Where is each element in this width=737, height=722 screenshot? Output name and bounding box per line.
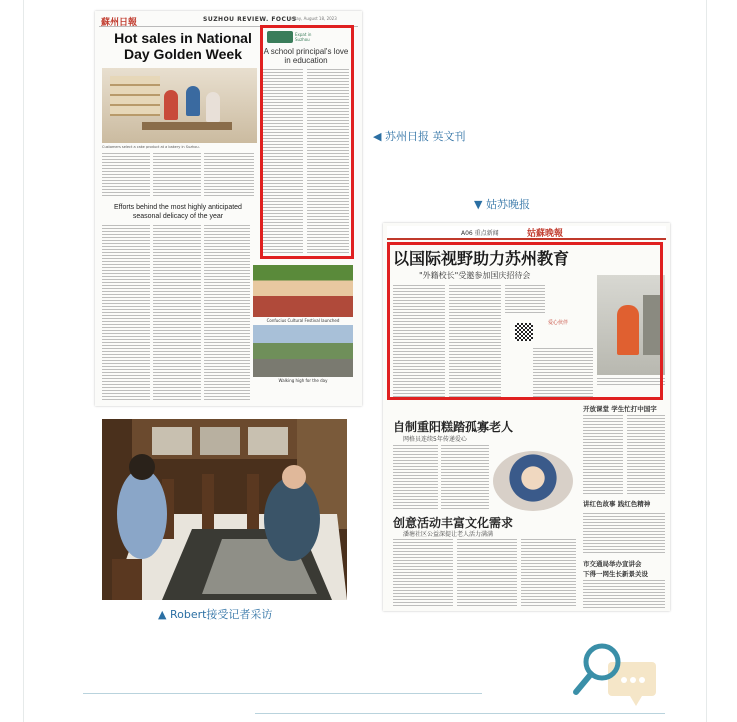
highlight-box xyxy=(260,25,354,259)
walking-caption: Walking high for the day xyxy=(278,378,328,383)
right-headline-1: 开放课堂 学生忙打中国字 xyxy=(583,405,657,413)
search-chat-decoration-icon xyxy=(570,640,660,710)
inset-title: A school principal's love in education xyxy=(263,47,349,65)
page-number: A06 重点新闻 xyxy=(461,230,499,237)
interview-illustration xyxy=(102,419,347,600)
highlight-box xyxy=(387,242,663,400)
left-margin-rule xyxy=(23,0,24,722)
subheadline-2: 网格员连续5年传递爱心 xyxy=(403,436,467,443)
bakery-photo xyxy=(102,68,257,143)
subheadline: "外籍校长"受邀参加国庆招待会 xyxy=(419,271,531,280)
label-robert: ▲ Robert接受记者采访 xyxy=(158,608,273,621)
right-headline-4: 下得一网生长新景关设 xyxy=(583,570,648,578)
expat-logo: Expat in Suzhou xyxy=(267,31,293,43)
gusu-evening-page xyxy=(383,223,670,611)
festival-caption: Confucius Cultural Festival launched xyxy=(266,318,340,323)
festival-photo xyxy=(253,265,353,317)
right-headline-3: 市交通局举办宣讲会 xyxy=(583,560,642,568)
label-suzhou-daily: ◀ 苏州日报 英文刊 xyxy=(373,130,466,143)
subheadline-3: 潘塘社区公益深提让老人活力满满 xyxy=(403,531,494,538)
masthead-logo: 姑蘇晚報 xyxy=(527,229,564,239)
right-headline-2: 讲红色故事 践红色精神 xyxy=(583,500,651,508)
headline: 以国际视野助力苏州教育 xyxy=(393,249,570,268)
masthead xyxy=(387,226,666,240)
subheadline: Efforts behind the most highly anticipated seasonal delicacy of the year xyxy=(114,204,242,220)
section-name: SUZHOU REVIEW. FOCUS xyxy=(203,16,297,23)
headline: Hot sales in National Day Golden Week xyxy=(114,30,252,62)
interview-photo xyxy=(102,419,347,600)
right-margin-rule xyxy=(706,0,707,722)
suzhou-daily-english-page xyxy=(95,11,362,406)
volunteer-photo xyxy=(493,451,573,511)
photo-caption: Customers select a cake product at a bakery in Suzhou. xyxy=(102,145,200,149)
headline-3: 创意活动丰富文化需求 xyxy=(393,516,514,530)
divider-line xyxy=(255,713,665,714)
issue-date: Friday, August 18, 2023 xyxy=(289,16,337,21)
masthead-logo: 蘇州日報 xyxy=(101,18,138,28)
headline-2: 自制重阳糕踏孤寡老人 xyxy=(393,420,514,434)
badge-label: 爱心伙伴 xyxy=(548,320,569,326)
walking-photo xyxy=(253,325,353,377)
divider-line xyxy=(83,693,482,694)
label-gusu-evening: ▼ 姑苏晚报 xyxy=(474,198,530,211)
